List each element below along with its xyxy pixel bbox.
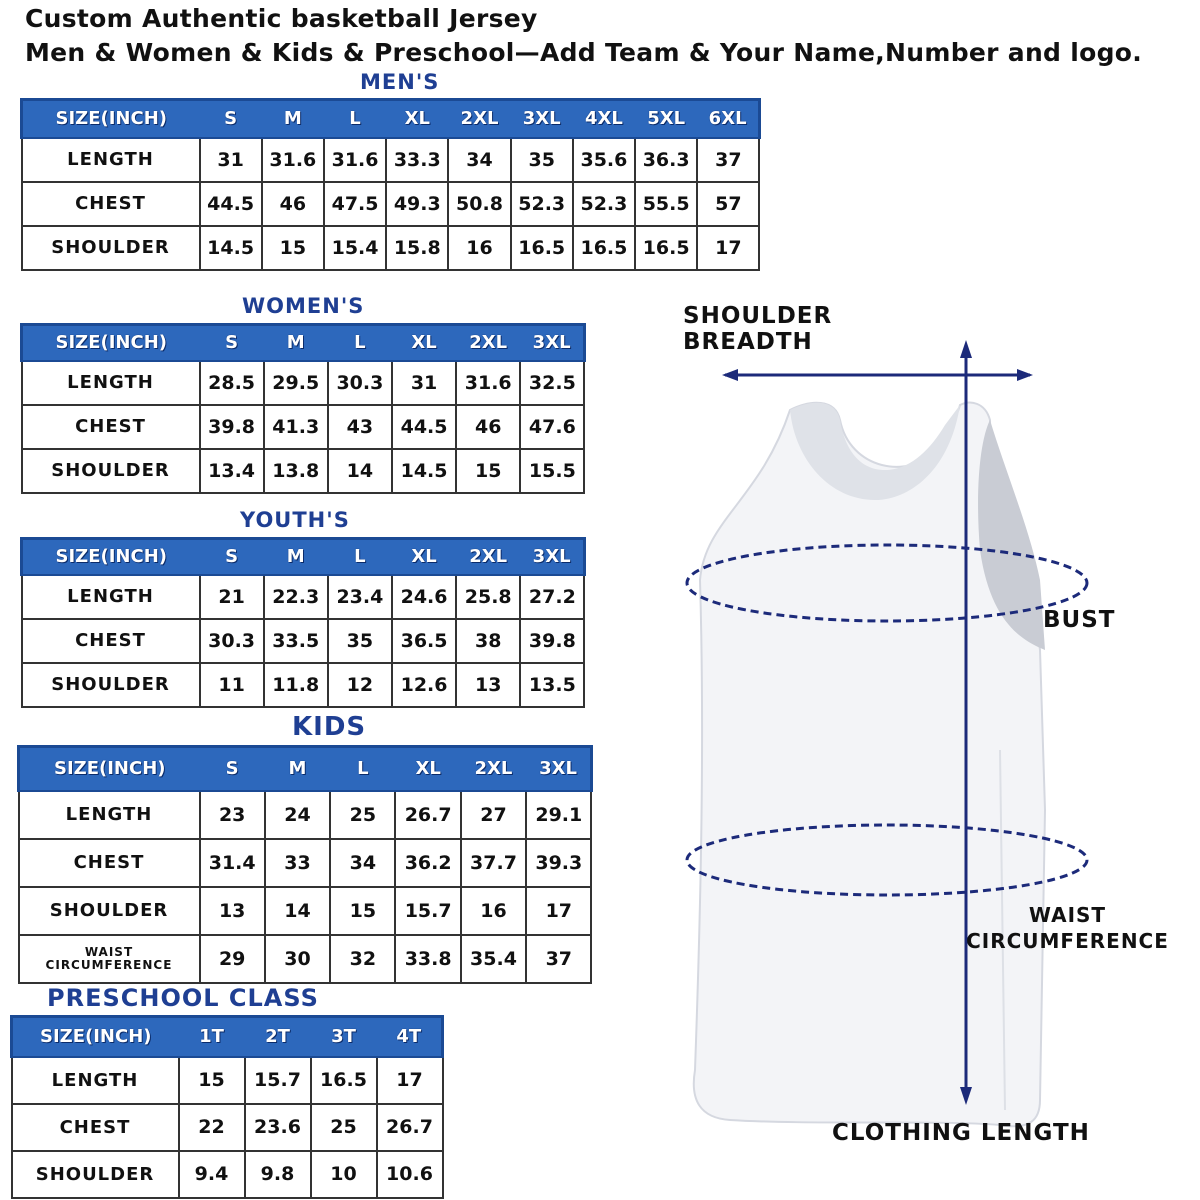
size-inch-header: SIZE(INCH)	[22, 539, 200, 575]
measurement-cell: 15	[179, 1057, 245, 1104]
table-row	[19, 935, 592, 983]
measurement-cell: 57	[697, 182, 759, 226]
measurement-cell: 46	[456, 405, 520, 449]
measurement-cell: 10	[311, 1151, 377, 1198]
measurement-cell: 27	[461, 791, 526, 839]
measurement-cell: 35	[511, 138, 573, 182]
measurement-cell: 15	[262, 226, 324, 270]
measurement-cell: 13.4	[200, 449, 264, 493]
measurement-cell: 37	[526, 935, 591, 983]
measurement-cell: 27.2	[520, 575, 584, 619]
measurement-cell: 13	[456, 663, 520, 707]
measurement-cell: 33.5	[264, 619, 328, 663]
measurement-cell: 23.4	[328, 575, 392, 619]
measurement-label: LENGTH	[22, 361, 200, 405]
measurement-cell: 13.8	[264, 449, 328, 493]
measurement-cell: 9.8	[245, 1151, 311, 1198]
measurement-cell: 43	[328, 405, 392, 449]
youths-size-table	[20, 537, 586, 708]
preschool-size-table	[10, 1015, 444, 1199]
table-row	[22, 138, 760, 182]
measurement-cell: 31.6	[324, 138, 386, 182]
size-header-cell: S	[200, 539, 264, 575]
size-header-cell: M	[264, 325, 328, 361]
measurement-label: SHOULDER	[12, 1151, 179, 1198]
measurement-cell: 55.5	[635, 182, 697, 226]
measurement-cell: 31	[200, 138, 262, 182]
measurement-label: CHEST	[12, 1104, 179, 1151]
table-row	[12, 1057, 443, 1104]
measurement-cell: 30.3	[200, 619, 264, 663]
table-header-row	[22, 539, 585, 575]
measurement-cell: 13.5	[520, 663, 584, 707]
size-header-cell: 2XL	[456, 539, 520, 575]
measurement-cell: 15.8	[386, 226, 448, 270]
measurement-label: WAIST CIRCUMFERENCE	[19, 935, 200, 983]
measurement-cell: 24.6	[392, 575, 456, 619]
size-header-cell: L	[330, 747, 395, 791]
measurement-cell: 16	[448, 226, 510, 270]
measurement-cell: 15.7	[395, 887, 460, 935]
waist-label: WAIST CIRCUMFERENCE	[966, 903, 1169, 953]
measurement-cell: 33.8	[395, 935, 460, 983]
size-header-cell: 2XL	[448, 100, 510, 138]
measurement-cell: 33	[265, 839, 330, 887]
measurement-cell: 23.6	[245, 1104, 311, 1151]
measurement-cell: 29.5	[264, 361, 328, 405]
measurement-label: CHEST	[22, 619, 200, 663]
measurement-cell: 36.2	[395, 839, 460, 887]
measurement-cell: 34	[330, 839, 395, 887]
table-row	[12, 1151, 443, 1198]
measurement-label: LENGTH	[22, 575, 200, 619]
measurement-cell: 31.6	[262, 138, 324, 182]
measurement-cell: 29	[200, 935, 265, 983]
table-row	[22, 449, 585, 493]
measurement-cell: 22	[179, 1104, 245, 1151]
size-header-cell: XL	[392, 539, 456, 575]
measurement-cell: 35.6	[573, 138, 635, 182]
measurement-cell: 29.1	[526, 791, 591, 839]
size-header-cell: XL	[386, 100, 448, 138]
size-header-cell: M	[264, 539, 328, 575]
measurement-cell: 44.5	[200, 182, 262, 226]
clothing-length-label: CLOTHING LENGTH	[832, 1120, 1090, 1146]
measurement-cell: 28.5	[200, 361, 264, 405]
measurement-label: LENGTH	[22, 138, 200, 182]
title-line-1: Custom Authentic basketball Jersey	[25, 4, 538, 33]
measurement-label: CHEST	[22, 182, 200, 226]
jersey-measurement-diagram	[660, 330, 1180, 1150]
measurement-cell: 31.6	[456, 361, 520, 405]
measurement-cell: 21	[200, 575, 264, 619]
size-header-cell: 1T	[179, 1017, 245, 1057]
size-header-cell: L	[328, 325, 392, 361]
measurement-cell: 13	[200, 887, 265, 935]
measurement-cell: 41.3	[264, 405, 328, 449]
measurement-label: SHOULDER	[19, 887, 200, 935]
size-header-cell: XL	[392, 325, 456, 361]
youths-label: YOUTH'S	[240, 508, 350, 532]
measurement-cell: 16.5	[573, 226, 635, 270]
bust-label: BUST	[1043, 607, 1116, 633]
measurement-cell: 31	[392, 361, 456, 405]
measurement-cell: 25.8	[456, 575, 520, 619]
size-inch-header: SIZE(INCH)	[12, 1017, 179, 1057]
measurement-cell: 49.3	[386, 182, 448, 226]
size-header-cell: 4T	[377, 1017, 443, 1057]
size-header-cell: M	[262, 100, 324, 138]
size-header-cell: XL	[395, 747, 460, 791]
title-line-2: Men & Women & Kids & Preschool—Add Team & Your Name,Number and logo.	[25, 38, 1143, 67]
table-header-row	[12, 1017, 443, 1057]
measurement-cell: 47.5	[324, 182, 386, 226]
measurement-cell: 36.3	[635, 138, 697, 182]
table-header-row	[22, 100, 760, 138]
size-header-cell: 2XL	[461, 747, 526, 791]
preschool-label: PRESCHOOL CLASS	[47, 984, 319, 1012]
measurement-cell: 25	[311, 1104, 377, 1151]
size-header-cell: S	[200, 100, 262, 138]
table-row	[22, 361, 585, 405]
measurement-cell: 14	[265, 887, 330, 935]
measurement-cell: 14.5	[392, 449, 456, 493]
kids-label: KIDS	[292, 712, 367, 742]
size-inch-header: SIZE(INCH)	[19, 747, 200, 791]
measurement-cell: 31.4	[200, 839, 265, 887]
size-header-cell: 3XL	[520, 325, 584, 361]
measurement-cell: 14	[328, 449, 392, 493]
table-header-row	[19, 747, 592, 791]
table-row	[22, 663, 585, 707]
table-row	[19, 887, 592, 935]
measurement-cell: 17	[697, 226, 759, 270]
size-inch-header: SIZE(INCH)	[22, 100, 200, 138]
measurement-cell: 15	[456, 449, 520, 493]
measurement-cell: 39.8	[520, 619, 584, 663]
measurement-label: SHOULDER	[22, 663, 200, 707]
measurement-cell: 50.8	[448, 182, 510, 226]
measurement-cell: 12.6	[392, 663, 456, 707]
measurement-cell: 11.8	[264, 663, 328, 707]
table-header-row	[22, 325, 585, 361]
measurement-cell: 16.5	[511, 226, 573, 270]
measurement-cell: 11	[200, 663, 264, 707]
measurement-cell: 16	[461, 887, 526, 935]
size-header-cell: S	[200, 747, 265, 791]
table-row	[19, 791, 592, 839]
table-row	[22, 405, 585, 449]
size-inch-header: SIZE(INCH)	[22, 325, 200, 361]
shoulder-breadth-label: SHOULDER BREADTH	[683, 303, 833, 355]
measurement-cell: 52.3	[511, 182, 573, 226]
table-row	[19, 839, 592, 887]
measurement-label: SHOULDER	[22, 449, 200, 493]
measurement-cell: 39.8	[200, 405, 264, 449]
jersey-illustration	[694, 403, 1045, 1127]
womens-size-table	[20, 323, 586, 494]
measurement-cell: 44.5	[392, 405, 456, 449]
measurement-cell: 34	[448, 138, 510, 182]
table-row	[22, 575, 585, 619]
size-header-cell: 3XL	[511, 100, 573, 138]
table-row	[12, 1104, 443, 1151]
measurement-cell: 46	[262, 182, 324, 226]
measurement-cell: 14.5	[200, 226, 262, 270]
measurement-cell: 10.6	[377, 1151, 443, 1198]
measurement-cell: 17	[526, 887, 591, 935]
measurement-cell: 30	[265, 935, 330, 983]
measurement-cell: 26.7	[377, 1104, 443, 1151]
table-row	[22, 182, 760, 226]
measurement-cell: 37	[697, 138, 759, 182]
size-header-cell: 5XL	[635, 100, 697, 138]
measurement-cell: 17	[377, 1057, 443, 1104]
measurement-cell: 35	[328, 619, 392, 663]
measurement-cell: 33.3	[386, 138, 448, 182]
size-header-cell: L	[328, 539, 392, 575]
measurement-cell: 15.5	[520, 449, 584, 493]
size-header-cell: 6XL	[697, 100, 759, 138]
measurement-cell: 39.3	[526, 839, 591, 887]
measurement-cell: 25	[330, 791, 395, 839]
size-header-cell: S	[200, 325, 264, 361]
measurement-label: CHEST	[22, 405, 200, 449]
measurement-cell: 15.4	[324, 226, 386, 270]
kids-size-table	[17, 745, 593, 984]
measurement-label: LENGTH	[19, 791, 200, 839]
measurement-label: CHEST	[19, 839, 200, 887]
measurement-cell: 32.5	[520, 361, 584, 405]
measurement-cell: 16.5	[311, 1057, 377, 1104]
womens-label: WOMEN'S	[242, 294, 365, 318]
measurement-cell: 38	[456, 619, 520, 663]
measurement-cell: 16.5	[635, 226, 697, 270]
size-header-cell: 3T	[311, 1017, 377, 1057]
measurement-cell: 24	[265, 791, 330, 839]
measurement-label: SHOULDER	[22, 226, 200, 270]
measurement-cell: 47.6	[520, 405, 584, 449]
table-row	[22, 619, 585, 663]
measurement-cell: 37.7	[461, 839, 526, 887]
size-header-cell: 3XL	[526, 747, 591, 791]
measurement-cell: 9.4	[179, 1151, 245, 1198]
size-header-cell: M	[265, 747, 330, 791]
measurement-cell: 23	[200, 791, 265, 839]
measurement-cell: 12	[328, 663, 392, 707]
measurement-cell: 52.3	[573, 182, 635, 226]
mens-label: MEN'S	[360, 70, 440, 94]
size-header-cell: L	[324, 100, 386, 138]
size-header-cell: 3XL	[520, 539, 584, 575]
measurement-cell: 35.4	[461, 935, 526, 983]
measurement-cell: 32	[330, 935, 395, 983]
mens-size-table	[20, 98, 761, 271]
measurement-cell: 15	[330, 887, 395, 935]
measurement-cell: 36.5	[392, 619, 456, 663]
measurement-cell: 22.3	[264, 575, 328, 619]
measurement-label: LENGTH	[12, 1057, 179, 1104]
size-header-cell: 4XL	[573, 100, 635, 138]
measurement-cell: 15.7	[245, 1057, 311, 1104]
table-row	[22, 226, 760, 270]
measurement-cell: 26.7	[395, 791, 460, 839]
measurement-cell: 30.3	[328, 361, 392, 405]
size-header-cell: 2XL	[456, 325, 520, 361]
size-header-cell: 2T	[245, 1017, 311, 1057]
